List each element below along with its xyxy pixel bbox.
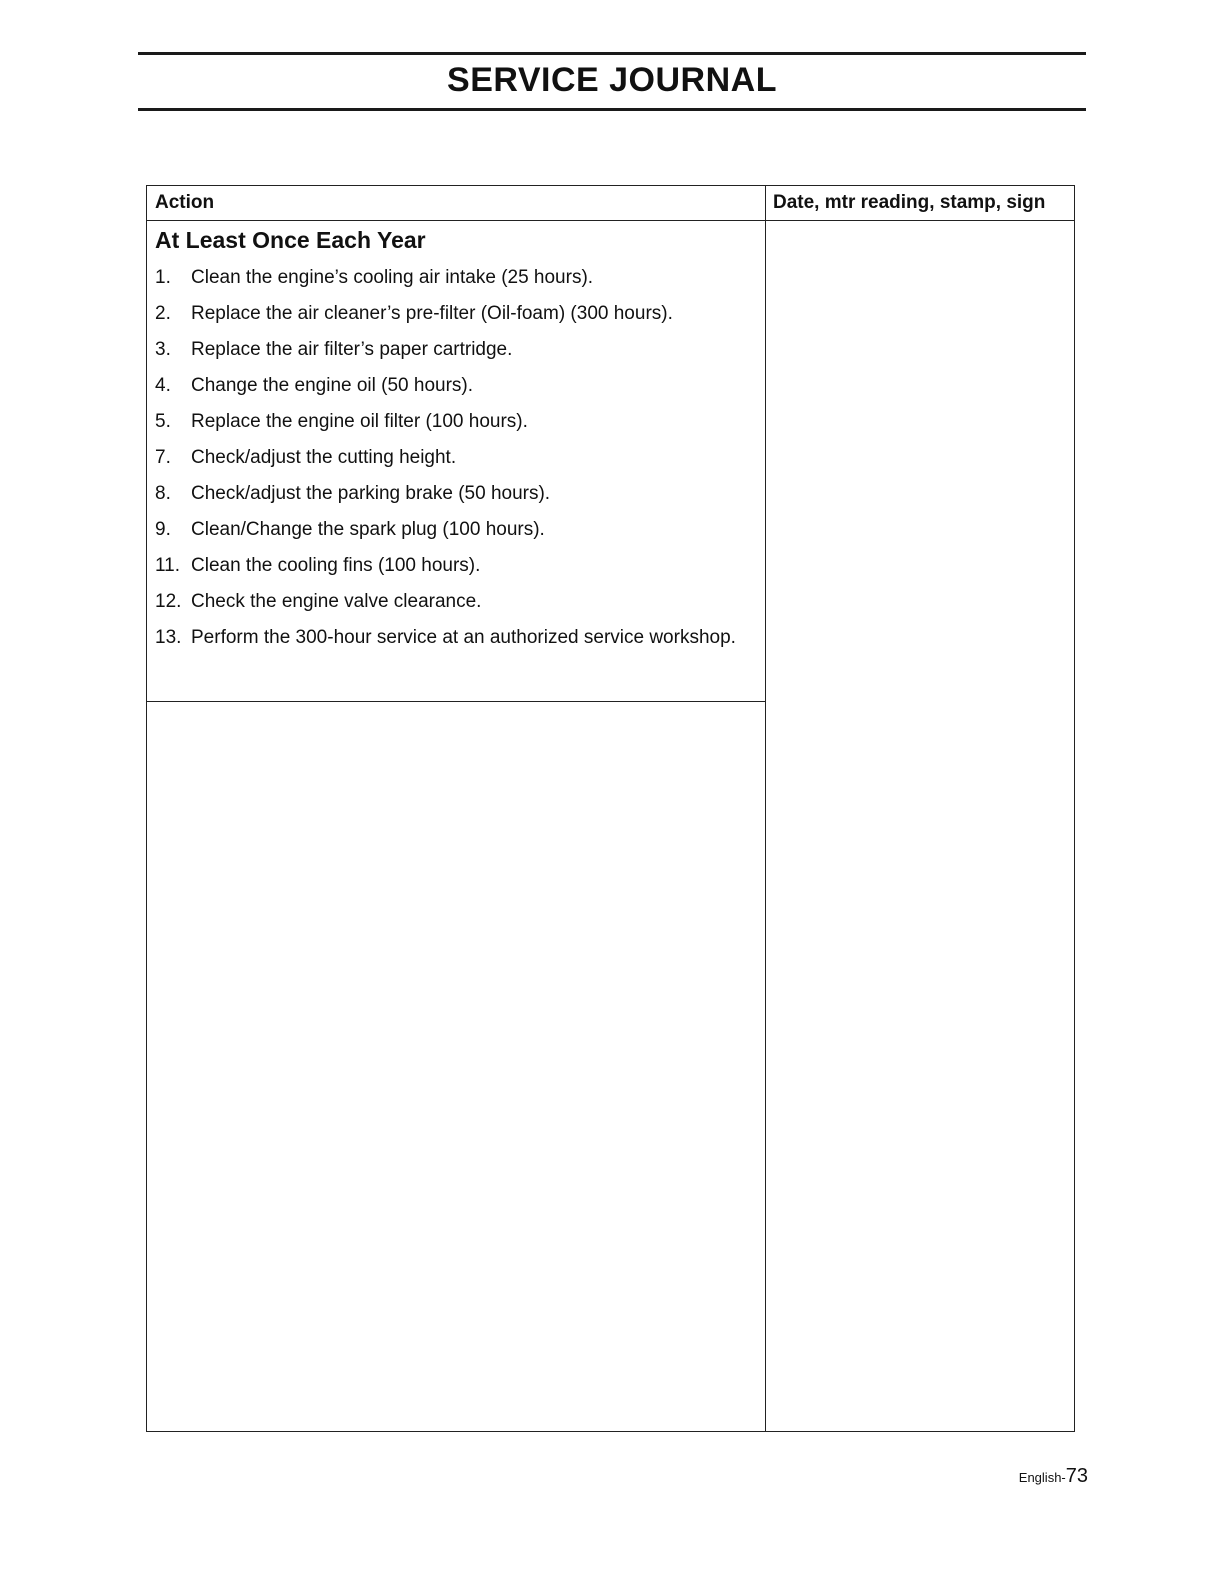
task-number: 13.: [155, 627, 182, 648]
task-text: Check/adjust the cutting height.: [191, 447, 457, 468]
list-item: [147, 410, 765, 446]
task-number: 7.: [155, 447, 171, 468]
page-number: [1019, 1463, 1088, 1491]
list-item: [147, 518, 765, 554]
task-text: Replace the air filter’s paper cartridge.: [191, 339, 513, 360]
task-text: Clean the cooling fins (100 hours).: [191, 555, 481, 576]
page-title: SERVICE JOURNAL: [447, 61, 777, 99]
service-journal-table: [146, 185, 1075, 1432]
task-number: 5.: [155, 411, 171, 432]
list-item: [147, 338, 765, 374]
title-bottom-rule: [138, 108, 1086, 111]
task-number: 2.: [155, 303, 171, 324]
task-text: Change the engine oil (50 hours).: [191, 375, 474, 396]
section-title: At Least Once Each Year: [155, 227, 426, 253]
task-text: Check the engine valve clearance.: [191, 591, 482, 612]
list-item: [147, 482, 765, 518]
page-number-value: 73: [1065, 1465, 1088, 1487]
column-divider: [765, 186, 766, 1431]
task-number: 11.: [155, 555, 181, 576]
task-text: Clean/Change the spark plug (100 hours).: [191, 519, 545, 540]
task-number: 1.: [155, 267, 171, 288]
task-text: Replace the air cleaner’s pre-filter (Oil-foam) (300 hours).: [191, 303, 673, 324]
title-top-rule: [138, 52, 1086, 55]
list-item: [147, 266, 765, 302]
task-number: 12.: [155, 591, 182, 612]
task-number: 8.: [155, 483, 171, 504]
list-item: [147, 446, 765, 482]
list-item: [147, 374, 765, 410]
task-number: 3.: [155, 339, 171, 360]
date-column-header: Date, mtr reading, stamp, sign: [773, 192, 1046, 213]
task-number: 9.: [155, 519, 171, 540]
list-item: [147, 590, 765, 626]
task-text: Check/adjust the parking brake (50 hours).: [191, 483, 551, 504]
page-language: English-: [1018, 1470, 1066, 1485]
task-list: [147, 266, 765, 662]
list-item: [147, 554, 765, 590]
action-column-header: Action: [155, 192, 215, 213]
list-item: [147, 626, 765, 662]
task-text: Replace the engine oil filter (100 hours).: [191, 411, 528, 432]
list-item: [147, 302, 765, 338]
task-text: Perform the 300-hour service at an authorized service workshop.: [191, 627, 736, 648]
task-number: 4.: [155, 375, 171, 396]
task-text: Clean the engine’s cooling air intake (25 hours).: [191, 267, 594, 288]
